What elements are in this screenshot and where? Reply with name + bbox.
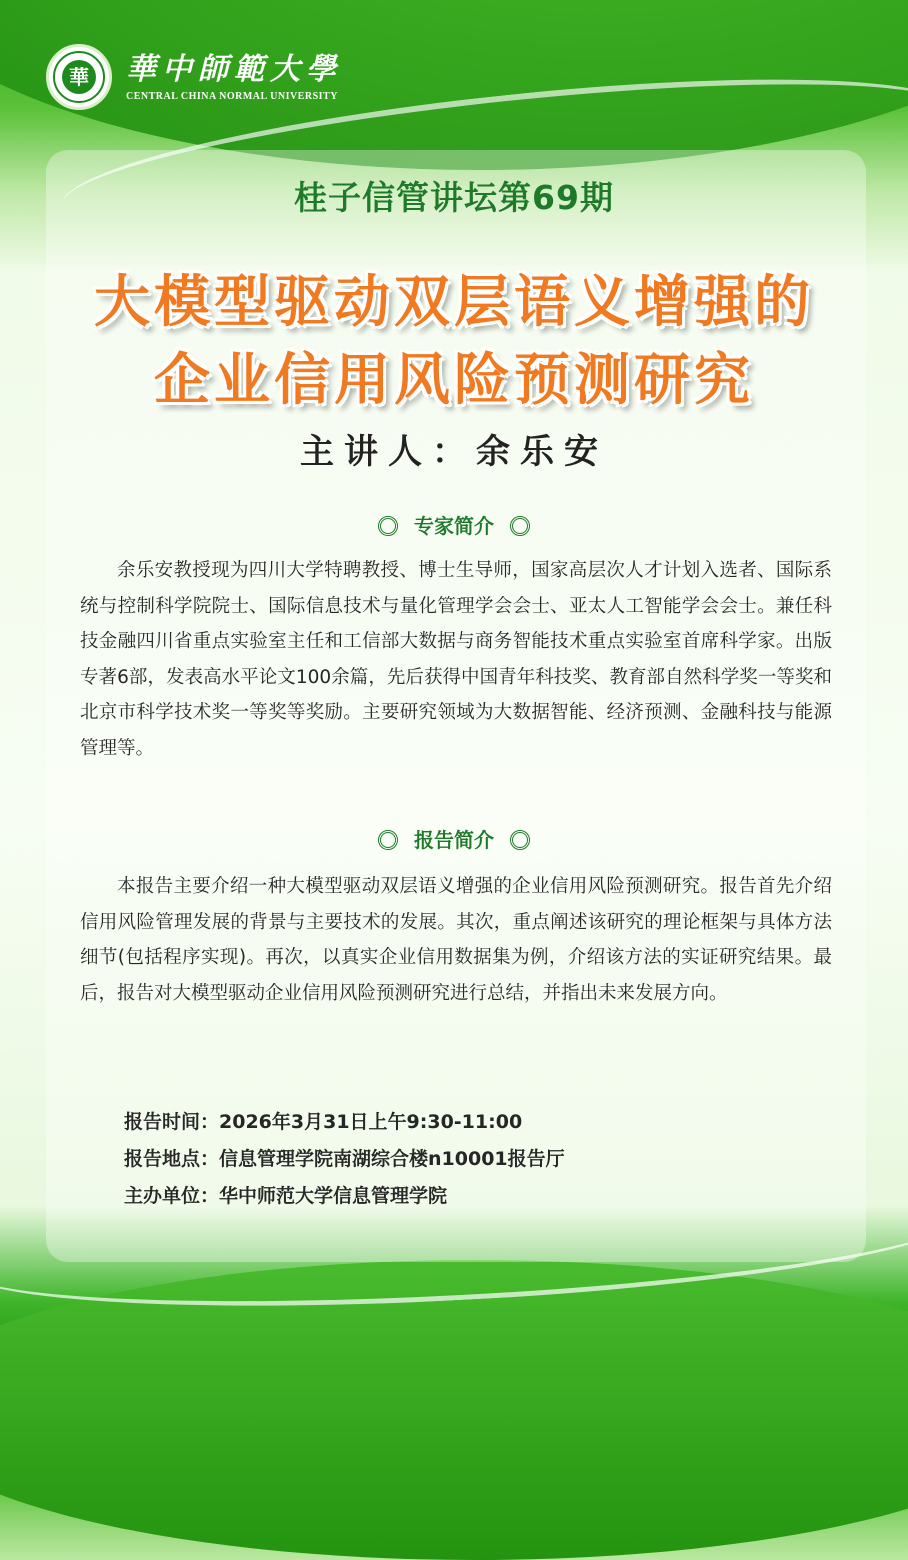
lecture-title-line2: 企业信用风险预测研究: [154, 348, 754, 413]
section-heading-expert: [0, 510, 908, 539]
lecture-title-line1: 大模型驱动双层语义增强的: [94, 270, 814, 335]
university-name-en: CENTRAL CHINA NORMAL UNIVERSITY: [126, 90, 338, 102]
ring-icon: [510, 830, 530, 850]
university-header: [46, 44, 342, 110]
university-seal-icon: [46, 44, 112, 110]
speaker-line: 主讲人：余乐安: [300, 432, 608, 472]
ring-icon: [510, 516, 530, 536]
series-title: 桂子信管讲坛第69期: [294, 178, 614, 217]
section-heading-report-label: 报告简介: [414, 828, 494, 852]
expert-bio: 余乐安教授现为四川大学特聘教授、博士生导师，国家高层次人才计划入选者、国际系统与控制科学院院士、国际信息技术与量化管理学会会士、亚太人工智能学会会士。兼任科技金融四川省重点实验室主任和工信部大数据与商务智能技术重点实验室首席科学家。出版专著6部，发表高水平论文100余篇，先后获得中国青年科技奖、教育部自然科学奖一等奖和北京市科学技术奖一等奖等奖励。主要研究领域为大数据智能、经济预测、金融科技与能源管理等。: [80, 560, 832, 759]
event-organizer: 主办单位：华中师范大学信息管理学院: [124, 1185, 448, 1207]
seal-char: 華: [69, 65, 89, 89]
ring-icon: [378, 516, 398, 536]
report-abstract: 本报告主要介绍一种大模型驱动双层语义增强的企业信用风险预测研究。报告首先介绍信用风险管理发展的背景与主要技术的发展。其次，重点阐述该研究的理论框架与具体方法细节(包括程序实现)。再次，以真实企业信用数据集为例，介绍该方法的实证研究结果。最后，报告对大模型驱动企业信用风险预测研究进行总结，并指出未来发展方向。: [80, 876, 832, 1004]
event-time: 报告时间：2026年3月31日上午9:30-11:00: [124, 1111, 523, 1133]
ring-icon: [378, 830, 398, 850]
event-details: [124, 1104, 565, 1215]
section-heading-expert-label: 专家简介: [414, 514, 494, 538]
university-name-cn: 華中師範大學: [126, 51, 342, 87]
section-heading-report: [0, 824, 908, 853]
bottom-green-swoosh: [0, 1260, 908, 1560]
event-location: 报告地点：信息管理学院南湖综合楼n10001报告厅: [124, 1148, 565, 1170]
